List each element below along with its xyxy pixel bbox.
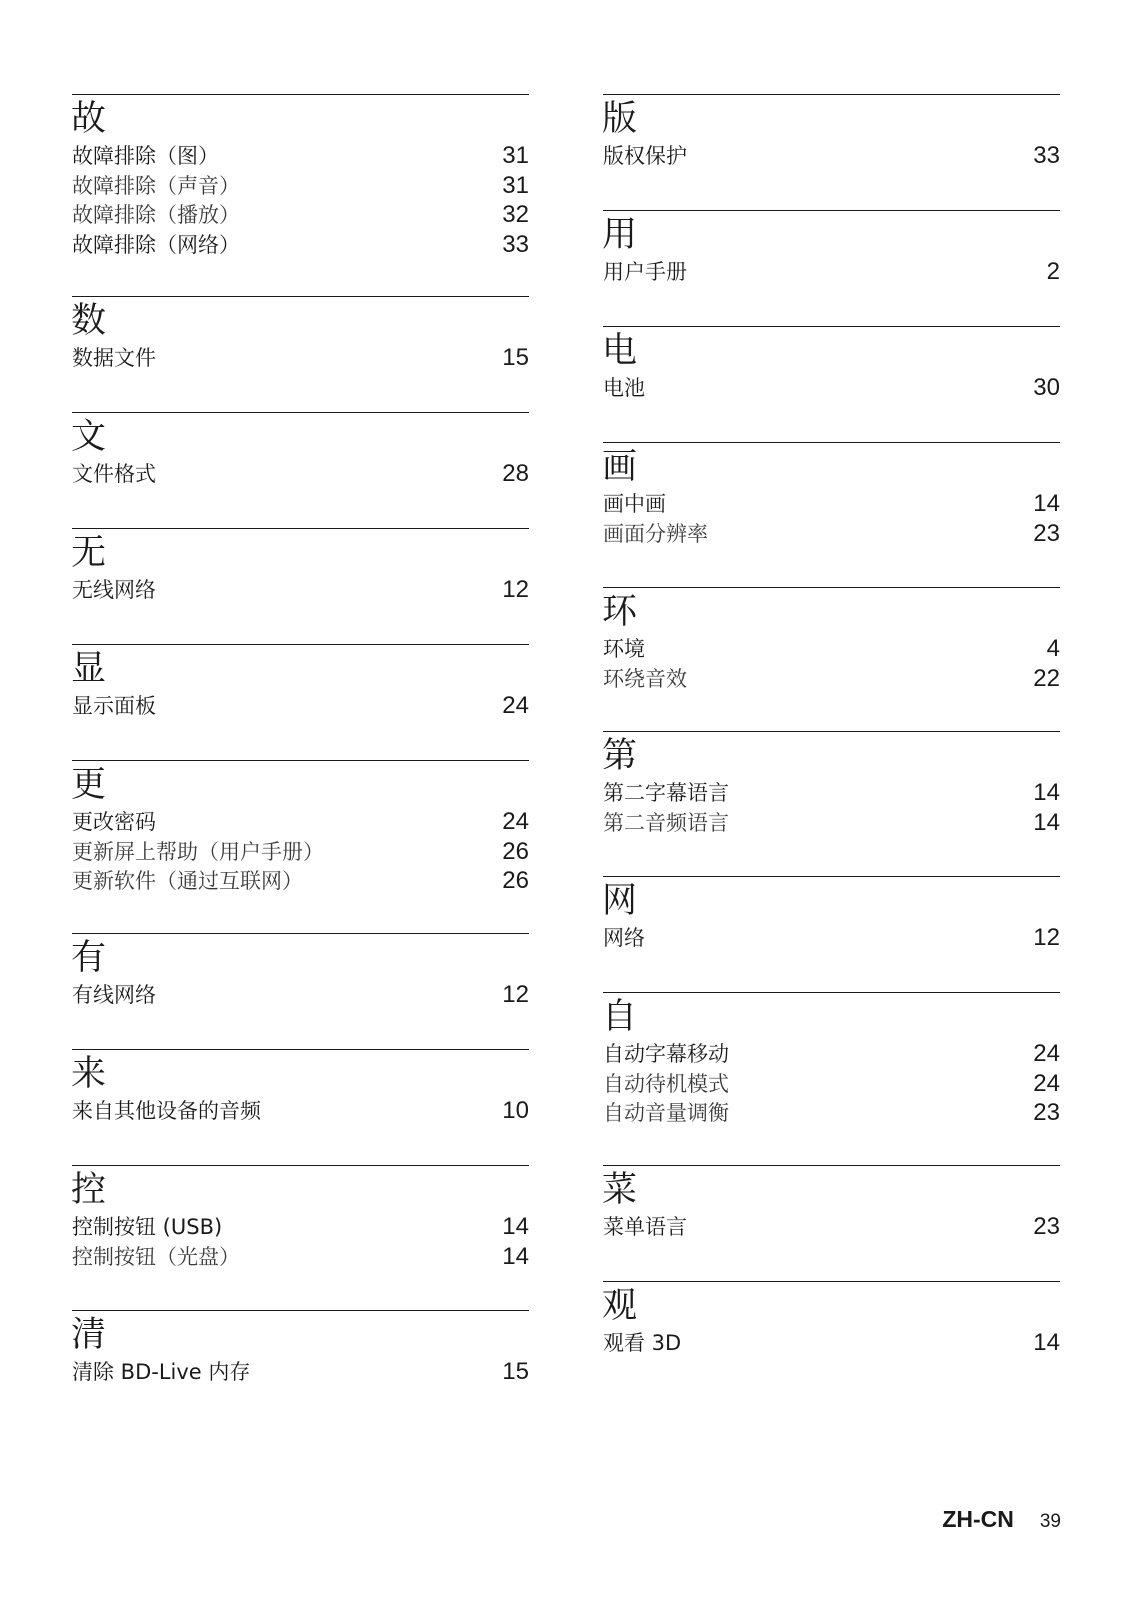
section-heading: 画 (602, 447, 638, 487)
index-section (603, 876, 1060, 953)
entry-label: 故障排除（声音） (72, 173, 240, 198)
index-section (603, 94, 1060, 171)
index-section (72, 1310, 529, 1387)
entry-label: 更改密码 (72, 810, 156, 834)
entry-label: 故障排除（图） (72, 144, 219, 168)
entry-page: 23 (1033, 1099, 1060, 1126)
index-section (603, 1165, 1060, 1242)
entry-page: 24 (502, 808, 529, 835)
section-heading: 数 (71, 301, 107, 341)
page-number: 39 (1039, 1511, 1061, 1532)
index-entry[interactable] (603, 664, 1060, 694)
index-entry[interactable] (603, 808, 1060, 838)
entry-page: 24 (502, 692, 529, 719)
index-entry[interactable] (72, 343, 529, 373)
entry-label: 数据文件 (72, 346, 156, 370)
index-entry[interactable] (603, 141, 1060, 171)
entry-label: 第二音频语言 (603, 810, 729, 835)
section-heading: 控 (71, 1170, 107, 1210)
entry-page: 14 (1033, 490, 1060, 517)
entry-page: 32 (502, 201, 529, 228)
entry-page: 14 (502, 1213, 529, 1240)
index-entry[interactable] (603, 489, 1060, 519)
language-code: ZH-CN (942, 1506, 1014, 1532)
entry-page: 12 (502, 981, 529, 1008)
section-heading: 电 (602, 331, 638, 371)
index-section (72, 644, 529, 721)
entry-page: 15 (502, 1358, 529, 1385)
entry-label: 无线网络 (72, 578, 156, 602)
index-section (72, 528, 529, 605)
entry-page: 14 (1033, 1329, 1060, 1356)
index-entry[interactable] (603, 778, 1060, 808)
index-entry[interactable] (603, 634, 1060, 664)
section-heading: 自 (602, 997, 638, 1037)
index-entry[interactable] (603, 257, 1060, 287)
section-heading: 故 (71, 99, 107, 139)
index-entry[interactable] (72, 1242, 529, 1272)
index-entry[interactable] (603, 1098, 1060, 1128)
entry-page: 24 (1033, 1040, 1060, 1067)
entry-page: 23 (1033, 1213, 1060, 1240)
section-heading: 环 (602, 592, 638, 632)
section-heading: 来 (71, 1054, 107, 1094)
index-entry[interactable] (72, 575, 529, 605)
index-entry[interactable] (72, 980, 529, 1010)
index-entry[interactable] (603, 519, 1060, 549)
entry-page: 12 (502, 576, 529, 603)
entry-label: 更新屏上帮助（用户手册） (72, 839, 324, 864)
page-footer (0, 1506, 1061, 1533)
index-section (72, 412, 529, 489)
index-entry[interactable] (603, 1039, 1060, 1069)
entry-label: 文件格式 (72, 462, 156, 486)
entry-page: 28 (502, 460, 529, 487)
index-entry[interactable] (603, 1328, 1060, 1358)
entry-label: 用户手册 (603, 260, 687, 284)
index-section (603, 1281, 1060, 1358)
entry-page: 10 (502, 1097, 529, 1124)
entry-page: 2 (1046, 258, 1060, 285)
index-entry[interactable] (72, 141, 529, 171)
entry-page: 14 (1033, 808, 1060, 836)
entry-label: 环绕音效 (603, 666, 687, 691)
section-heading: 用 (602, 215, 638, 255)
index-section (72, 760, 529, 896)
index-entry[interactable] (603, 373, 1060, 403)
index-entry[interactable] (72, 171, 529, 201)
entry-page: 31 (502, 171, 529, 199)
entry-page: 30 (1033, 374, 1060, 401)
index-entry[interactable] (603, 1212, 1060, 1242)
entry-label: 网络 (603, 926, 645, 950)
entry-label: 自动音量调衡 (603, 1101, 729, 1125)
section-heading: 网 (602, 881, 638, 921)
section-heading: 文 (71, 417, 107, 457)
entry-page: 23 (1033, 519, 1060, 547)
index-entry[interactable] (603, 1069, 1060, 1099)
entry-page: 4 (1046, 635, 1060, 662)
section-heading: 显 (71, 649, 107, 689)
entry-page: 24 (1033, 1069, 1060, 1097)
index-section (603, 731, 1060, 837)
entry-label: 电池 (603, 376, 645, 400)
entry-label: 第二字幕语言 (603, 781, 729, 805)
index-section (603, 442, 1060, 548)
entry-label: 更新软件（通过互联网） (72, 869, 303, 893)
index-entry[interactable] (72, 837, 529, 867)
index-entry[interactable] (72, 1212, 529, 1242)
entry-label: 画中画 (603, 492, 666, 516)
index-entry[interactable] (72, 230, 529, 260)
index-section (72, 933, 529, 1010)
index-section (603, 992, 1060, 1128)
index-entry[interactable] (72, 1096, 529, 1126)
entry-label: 菜单语言 (603, 1215, 687, 1239)
entry-page: 15 (502, 344, 529, 371)
index-section (72, 296, 529, 373)
entry-page: 14 (502, 1242, 529, 1270)
index-section (603, 587, 1060, 693)
entry-label: 观看 3D (603, 1331, 682, 1355)
index-section (72, 94, 529, 259)
entry-label: 显示面板 (72, 694, 156, 718)
section-heading: 有 (71, 938, 107, 978)
entry-page: 22 (1033, 664, 1060, 692)
index-entry[interactable] (72, 200, 529, 230)
section-heading: 菜 (602, 1170, 638, 1210)
index-section (72, 1165, 529, 1271)
entry-label: 故障排除（播放） (72, 203, 240, 227)
entry-page: 12 (1033, 924, 1060, 951)
entry-page: 26 (502, 837, 529, 865)
entry-page: 33 (1033, 142, 1060, 169)
section-heading: 更 (71, 765, 107, 805)
index-entry[interactable] (72, 691, 529, 721)
entry-page: 26 (502, 867, 529, 894)
entry-label: 自动字幕移动 (603, 1042, 729, 1066)
entry-label: 控制按钮 (USB) (72, 1215, 223, 1239)
index-entry[interactable] (72, 459, 529, 489)
index-entry[interactable] (72, 807, 529, 837)
entry-label: 自动待机模式 (603, 1071, 729, 1096)
entry-label: 有线网络 (72, 983, 156, 1007)
section-heading: 第 (602, 736, 638, 776)
index-section (603, 210, 1060, 287)
index-entry[interactable] (72, 1357, 529, 1387)
index-section (72, 1049, 529, 1126)
entry-label: 画面分辨率 (603, 521, 708, 546)
entry-page: 14 (1033, 779, 1060, 806)
entry-label: 来自其他设备的音频 (72, 1099, 261, 1123)
entry-label: 环境 (603, 637, 645, 661)
index-entry[interactable] (603, 923, 1060, 953)
entry-label: 版权保护 (603, 144, 687, 168)
entry-label: 控制按钮（光盘） (72, 1244, 240, 1269)
section-heading: 版 (602, 99, 638, 139)
index-entry[interactable] (72, 866, 529, 896)
entry-page: 31 (502, 142, 529, 169)
entry-page: 33 (502, 230, 529, 258)
section-heading: 清 (71, 1315, 107, 1355)
section-heading: 无 (71, 533, 107, 573)
entry-label: 故障排除（网络） (72, 232, 240, 257)
entry-label: 清除 BD-Live 内存 (72, 1360, 251, 1384)
index-section (603, 326, 1060, 403)
section-heading: 观 (602, 1286, 638, 1326)
